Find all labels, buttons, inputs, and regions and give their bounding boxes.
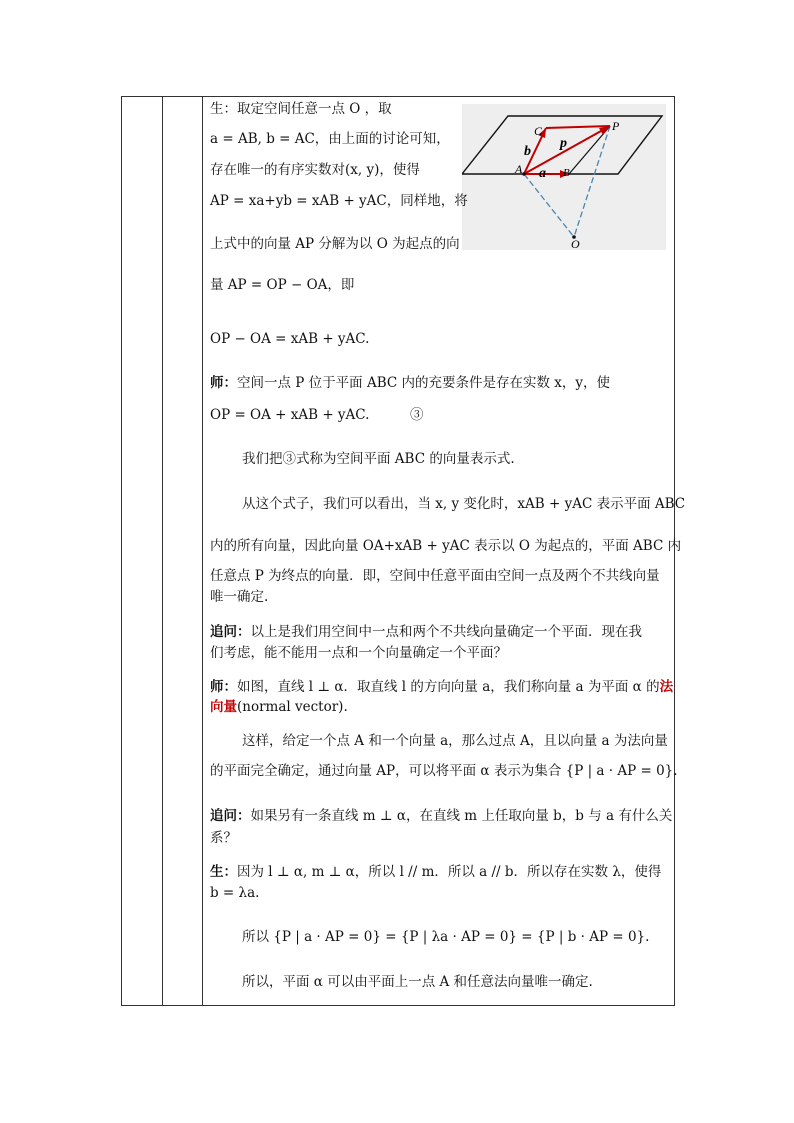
- line-8-text: 空间一点 P 位于平面 ABC 内的充要条件是存在实数 x，y，使: [237, 375, 611, 391]
- column-divider-1: [162, 97, 163, 1005]
- line-6: 量 AP = OP − OA，即: [210, 277, 355, 293]
- line-16: 们考虑，能不能用一点和一个向量确定一个平面？: [210, 645, 507, 661]
- line-17-text: 如图，直线 l ⊥ α．取直线 l 的方向向量 a，我们称向量 a 为平面 α 的: [237, 679, 660, 695]
- speaker-followup-2: 追问：: [210, 808, 251, 824]
- line-3: 存在唯一的有序实数对(x, y)，使得: [210, 162, 420, 178]
- line-21: [210, 807, 672, 825]
- line-25: 所以 {P | a · AP = 0} = {P | λa · AP = 0} = {P | b · AP = 0}.: [242, 929, 650, 945]
- line-8: [210, 374, 610, 392]
- term-normal-2: 向量: [210, 699, 237, 715]
- speaker-teacher-1: 师：: [210, 375, 237, 391]
- label-a-vector: a: [539, 166, 546, 181]
- line-10: 我们把③式称为空间平面 ABC 的向量表示式.: [242, 451, 515, 467]
- lesson-content: [210, 98, 686, 1003]
- line-1: [210, 100, 392, 118]
- label-p-vector: p: [560, 136, 567, 151]
- line-12: 内的所有向量，因此向量 OA+xAB + yAC 表示以 O 为起点的，平面 ABC 内: [210, 538, 682, 554]
- line-26: 所以，平面 α 可以由平面上一点 A 和任意法向量唯一确定.: [242, 974, 593, 990]
- line-17: [210, 678, 673, 696]
- line-23: [210, 863, 661, 881]
- line-23-text: 因为 l ⊥ α, m ⊥ α，所以 l // m．所以 a // b．所以存在实数 λ，使得: [237, 864, 662, 880]
- line-18: [210, 698, 348, 716]
- label-b: b: [524, 144, 531, 159]
- label-p-point: P: [612, 119, 620, 133]
- label-a-point: A: [515, 162, 523, 176]
- label-c: C: [534, 124, 543, 138]
- term-normal-1: 法: [659, 679, 674, 695]
- line-15: [210, 623, 642, 641]
- speaker-teacher-2: 师：: [210, 679, 237, 695]
- line-2: a = AB, b = AC，由上面的讨论可知，: [210, 131, 450, 147]
- line-20: 的平面完全确定，通过向量 AP，可以将平面 α 表示为集合 {P | a · AP = 0}.: [210, 763, 678, 779]
- line-18-text: (normal vector).: [237, 699, 348, 715]
- line-11: 从这个式子，我们可以看出，当 x, y 变化时，xAB + yAC 表示平面 ABC: [242, 496, 686, 512]
- line-4: AP = xa+yb = xAB + yAC，同样地，将: [210, 193, 468, 209]
- line-24: b = λa.: [210, 885, 260, 901]
- line-13: 任意点 P 为终点的向量．即，空间中任意平面由空间一点及两个不共线向量: [210, 568, 660, 584]
- line-5: 上式中的向量 AP 分解为以 O 为起点的向: [210, 236, 460, 252]
- speaker-followup-1: 追问：: [210, 624, 251, 640]
- line-22: 系？: [210, 830, 237, 846]
- label-b-point: B: [563, 167, 570, 179]
- label-o: O: [571, 237, 580, 250]
- line-14: 唯一确定.: [210, 589, 269, 605]
- line-21-text: 如果另有一条直线 m ⊥ α，在直线 m 上任取向量 b，b 与 a 有什么关: [250, 808, 673, 824]
- line-15-text: 以上是我们用空间中一点和两个不共线向量确定一个平面．现在我: [250, 624, 642, 640]
- line-7: OP − OA = xAB + yAC.: [210, 331, 370, 347]
- column-divider-2: [202, 97, 203, 1005]
- line-9: OP = OA + xAB + yAC. ③: [210, 407, 424, 423]
- line-19: 这样，给定一个点 A 和一个向量 a，那么过点 A，且以向量 a 为法向量: [242, 733, 668, 749]
- line-1-text: 生：取定空间任意一点 O ，取: [210, 101, 392, 117]
- speaker-student-2: 生：: [210, 864, 237, 880]
